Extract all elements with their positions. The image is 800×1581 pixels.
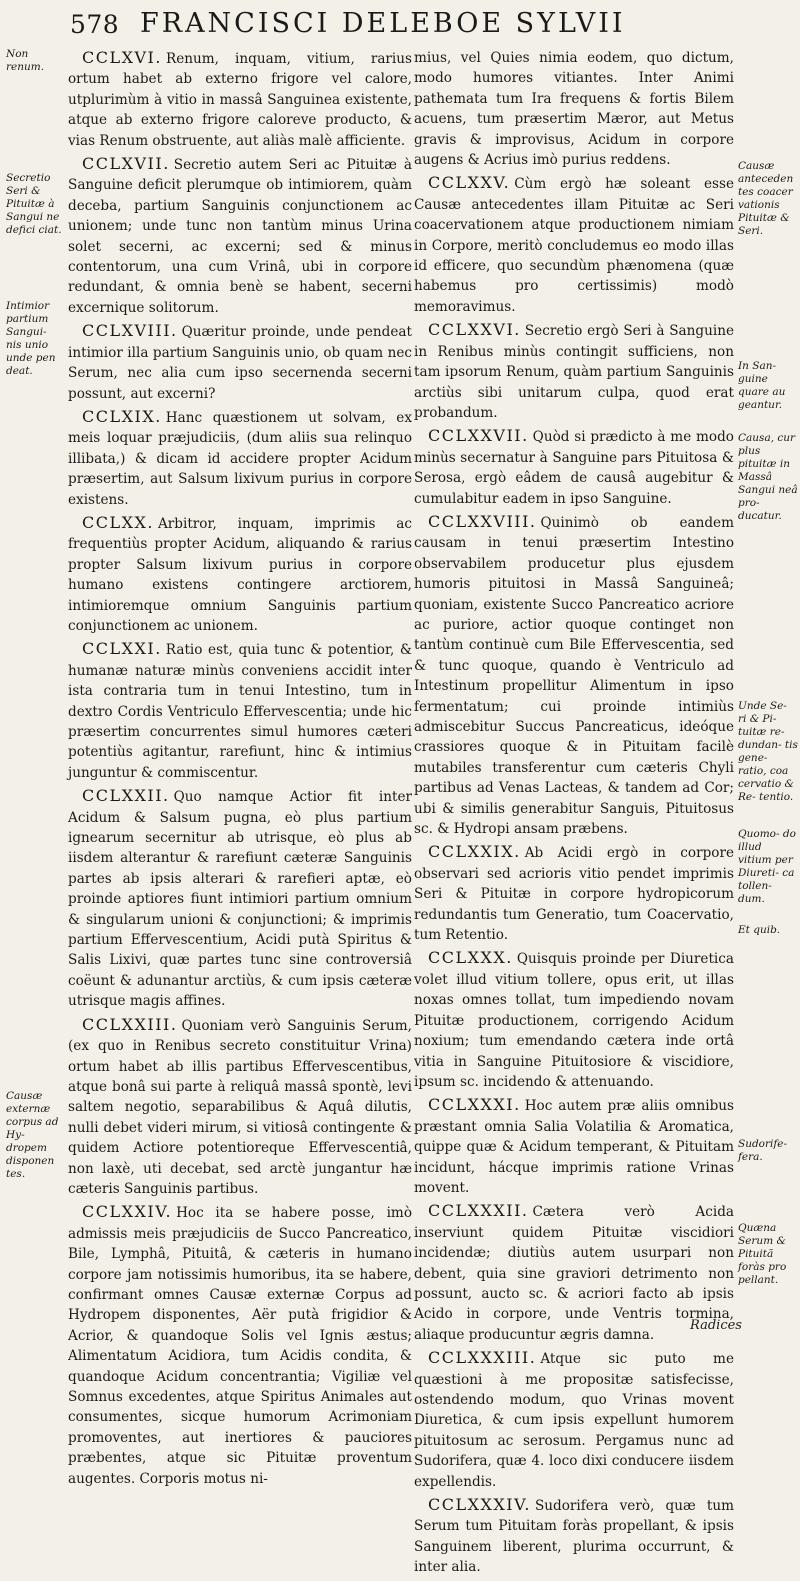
paragraph-text: Quinimò ob eandem causam in tenui præsertim Intestino observabilem producetur plus ejusdem humoris pituitosi in Massâ Sanguineâ; quoniam, existente Succo Pancreatico acriore ac puriore, actior quoque continget non tantùm continuè cum Bile Effervescentia, sed & tunc quoque, quando è Ventriculo ad Intestinum propellitur Alimentum in ipso fermentatum; cui proinde intimiùs admiscebitur Succus Pancreaticus, ideóque crassiores quoque & in Pituitam facilè mutabiles transferentur cum cæteris Chyli partibus ad Venas Lacteas, & tandem ad Cor; ubi & similis generabitur Sanguis, Pituitosus sc. & Hydropi ansam præbens. [414,514,734,838]
paragraph-text: Ratio est, quia tunc & potentior, & humanæ naturæ minùs conveniens accidit inter ista contraria tum in tenui Intestino, tum in dextro Cordis Ventriculo Effervescentia; unde hic præsertim concurrentes simul humores cæteri potentiùs agitantur, rarefiunt, hinc & intimius junguntur & commiscentur. [68,642,412,781]
paragraph [414,1095,734,1198]
paragraph [68,407,412,510]
paragraph-number: CCLXXVIII. [428,511,537,531]
paragraph-text: Quisquis proinde per Diuretica volet illud vitium tollere, opus erit, ut illas noxas omnes tollat, tum impediendo novam Pituitæ productionem, corrigendo Acidum noxium; tum emendando cætera inde ortâ vitia in Sanguine Pituitosiore & viscidiore, ipsum sc. incidendo & attenuando. [414,951,734,1090]
paragraph-number: CCLXXVI. [428,320,521,340]
running-head: FRANCISCI DELEBOE SYLVII [140,8,626,39]
paragraph-text: Ab Acidi ergò in corpore observari sed acrioris vitio pendet imprimis Seri & Pituitæ in corpore hydropicorum redundantis tum Generatio, tum Coacervatio, tum Retentio. [414,845,734,944]
margin-note: Quæna Serum & Pituitã foràs pro pellant. [738,1222,787,1286]
paragraph [414,948,734,1092]
paragraph-number: CCLXVIII. [82,321,178,341]
paragraph-number: CCLXXXIII. [428,1348,537,1368]
paragraph-number: CCLXXII. [82,786,170,806]
paragraph [414,1201,734,1345]
page-header [0,2,800,46]
paragraph-text: Cùm ergò hæ soleant esse Causæ antecedentes illam Pituitæ ac Seri coacervationem atque productionem nimiam in Corpore, meritò concludemus eo modo illas id efficere, quo secundùm phænomena (quæ habemus pro certissimis) modò memoravimus. [414,176,734,315]
right-text-column [414,48,734,1581]
margin-note: Causæ externæ corpus ad Hy- dropem disponen tes. [6,1090,59,1180]
paragraph [414,1495,734,1578]
paragraph-number: CCLXXI. [82,639,162,659]
paragraph-text: Renum, inquam, vitium, rarius ortum habet ab externo frigore vel calore, utplurimùm à vitio in massâ Sanguinea existente, atque ab externo frigore caloreve producto, & vias Renum obstruente, aut aliàs malè afficiente. [68,51,412,149]
paragraph-number: CCLXXIV. [82,1202,173,1222]
paragraph [414,320,734,423]
paragraph [414,426,734,509]
paragraph-number: CCLXXIX. [428,842,521,862]
margin-note: Causæ anteceden tes coacer vationis Pituitæ & Seri. [738,160,794,237]
paragraph-text: Quòd si prædicto à me modo minùs secernatur à Sanguine pars Pituitosa & Serosa, ergò eâdem de causâ augebitur & cumulabitur eadem in ipso Sanguine. [414,429,734,507]
paragraph [68,321,412,404]
paragraph-text: Quoniam verò Sanguinis Serum, (ex quo in Renibus secreto constituitur Vrina) ortum habet ab illis partibus Effervescentibus, atque bonâ sui parte à reliquâ massâ spontè, levi saltem negotio, separabilibus & Aquâ dilutis, nulli debet videri mirum, si vitiosâ contingente & quidem Actiore potentioreque Effervescentiâ, non laxè, uti decebat, sed arctè jungantur hæ cæteris Sanguinis partibus. [68,1017,412,1197]
paragraph-text: Hanc quæstionem ut solvam, ex meis loquar præjudiciis, (dum aliis sua relinquo illibata,) & dicam id accidere propter Acidum præsertim, aut Salsum lixivum purius in corpore existens. [68,409,412,508]
paragraph [68,1202,412,1489]
paragraph-number: CCLXXXII. [428,1201,529,1221]
paragraph-text: Arbitror, inquam, imprimis ac frequentiùs propter Acidum, aliquando & rarius propter Salsum lixivum purius in corpore humano existens contingere arctiorem, intimioremque omnium Sanguinis partium conjunctionem ac unionem. [68,515,412,634]
paragraph [414,173,734,317]
paragraph [68,48,412,151]
margin-note: Non renum. [6,48,45,73]
margin-note: Quomo- do illud vitium per Diureti- ca tollen- dum. [738,828,796,905]
paragraph-number: CCLXXVII. [428,426,529,446]
paragraph [414,512,734,840]
paragraph-number: CCLXXX. [428,948,513,968]
page-number: 578 [70,10,120,39]
paragraph [68,513,412,636]
paragraph-number: CCLXVII. [82,154,170,174]
paragraph [68,786,412,1011]
paragraph-number: CCLXXXIV. [428,1495,531,1515]
paragraph-number: CCLXVI. [82,48,162,67]
paragraph [414,1348,734,1492]
margin-note: Et quib. [738,924,781,936]
margin-note: Secretio Seri & Pituitæ à Sangui ne defici ciat. [6,172,62,236]
paragraph-text: Quæritur proinde, unde pendeat intimior illa partium Sanguinis unio, ob quam nec Serum, nec alia cum ipso secernenda secerni possunt, aut excerni? [68,324,412,402]
paragraph [68,154,412,318]
paragraph [414,48,734,170]
paragraph-text: Sudorifera verò, quæ tum Serum tum Pituitam foràs propellant, & ipsis Sanguinem liberent, plurima occurrunt, & inter alia. [414,1498,734,1576]
paragraph-text: Hoc ita se habere posse, imò admissis meis præjudiciis de Succo Pancreatico, Bile, Lymphâ, Pituitâ, & cæteris in humano corpore jam notissimis humoribus, ita se habere, confirmant omnes Causæ externæ Corpus ad Hydropem disponentes, Aër putà frigidior & Acrior, & quandoque Solis vel Ignis æstus; Alimentatum Acidiora, tum Acidis condita, & quandoque Acidum concentrantia; Vigiliæ vel Somnus excedentes, atque Spiritus Animales aut consumentes, sicque humorum Acrimoniam promoventes, aut inertiores & pauciores præbentes, atque sic Pituitæ proventum augentes. Corporis motus ni- [68,1205,412,1487]
paragraph-text: Secretio ergò Seri à Sanguine in Renibus minùs contingit sufficiens, non tam ipsorum Renum, quàm partium Sanguinis arctiùs sibi unitarum culpa, quod erat probandum. [414,323,734,421]
paragraph-text: Atque sic puto me quæstioni à me propositæ satisfecisse, ostendendo modum, quo Vrinas movent Diuretica, & cum ipsis expellunt humorem pituitosum ac serosum. Pergamus nunc ad Sudorifera, quæ 4. loco dixi conducere iisdem expellendis. [414,1351,734,1490]
paragraph-text: Cætera verò Acida inserviunt quidem Pituitæ viscidiori incidendæ; diutiùs autem usurpari non debent, quia sine graviori detrimento non possunt, aucto sc. & acriori facto ab ipsis Acido in corpore, unde Ventris tormina, aliaque producuntur ægris damna. [414,1204,734,1343]
catchword: Radices [690,1318,742,1333]
paragraph-number: CCLXXIII. [82,1014,178,1034]
paragraph-number: CCLXXV. [428,173,511,193]
paragraph [414,842,734,945]
paragraph [68,639,412,783]
margin-note: Sudorife- fera. [738,1138,788,1163]
paragraph [68,1015,412,1200]
margin-note: Causa, cur plus pituitæ in Massâ Sangui neâ pro- ducatur. [738,432,798,522]
paragraph-number: CCLXXXI. [428,1095,521,1115]
paragraph-text: Quo namque Actior fit inter Acidum & Salsum pugna, eò plus partium ignearum secernitur ab utrisque, eò plus ab iisdem alterantur & rarefiunt cæteræ Sanguinis partes ab ipsis alterari & rarefieri aptæ, eò proinde aptiores fiunt intimiori partium omnium & singularum unioni & conjunctioni; & imprimis partium Effervescentium, Acidi putà Spiritus & Salis Lixivi, quæ partes tunc sine controversiâ coëunt & adunantur arctiùs, & cum ipsis cæteræ utrisque magis affines. [68,789,412,1010]
paragraph-text: Secretio autem Seri ac Pituitæ à Sanguine deficit plerumque ob intimiorem, quàm deceba, partium Sanguinis conjunctionem ac unionem; unde tunc non tantùm minus Urina solet secerni, ac excerni; sed & minus contentorum, una cum Vrinâ, ubi in corpore redundant, & omnia benè se habent, secerni excernique solitorum. [68,157,412,316]
paragraph-number: CCLXIX. [82,406,162,426]
margin-note: Intimior partium Sangui- nis unio unde pen deat. [6,300,56,377]
margin-note: In San- guine quare au geantur. [738,360,786,411]
paragraph-text: mius, vel Quies nimia eodem, quo dictum, modo humores vitiantes. Inter Animi pathemata tum Ira frequens & fortis Bilem acuens, tum præsertim Mæror, aut Metus gravis & improvisus, Acidum in corpore augens & Acrius imò purius reddens. [414,50,734,169]
left-text-column [68,48,412,1492]
paragraph-number: CCLXX. [82,512,154,532]
margin-note: Unde Se- ri & Pi- tuitæ re- dundan- tis gene- ratio, coa cervatio & Re- tentio. [738,700,798,803]
paragraph-text: Hoc autem præ aliis omnibus præstant omnia Salia Volatilia & Aromatica, quippe quæ & Acidum temperant, & Pituitam incidunt, hácque imprimis ratione Vrinas movent. [414,1098,734,1196]
